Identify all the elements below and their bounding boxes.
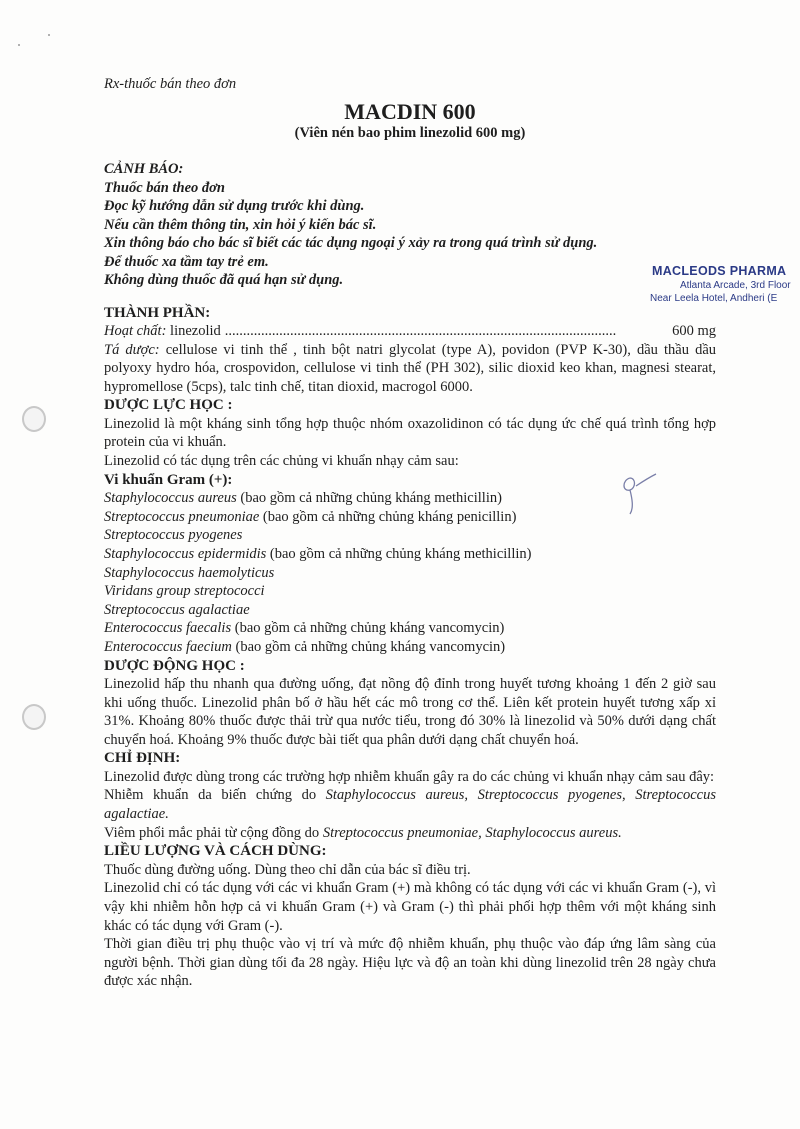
- active-name: linezolid: [170, 323, 221, 339]
- organism-name: Staphylococcus epidermidis: [104, 545, 267, 562]
- rx-label: Rx-thuốc bán theo đơn: [104, 76, 237, 92]
- product-title: MACDIN 600: [344, 99, 476, 124]
- composition-heading: THÀNH PHẦN:: [104, 304, 211, 321]
- scan-speck: [18, 44, 20, 46]
- warning-line: Đọc kỹ hướng dẫn sử dụng trước khi dùng.: [104, 198, 365, 214]
- organism-name: Staphylococcus haemolyticus: [104, 564, 275, 581]
- excipients-label: Tá dược:: [104, 341, 160, 358]
- organism-name: Streptococcus pyogenes,: [468, 787, 626, 804]
- pharmacokinetics-heading: DƯỢC ĐỘNG HỌC :: [104, 657, 245, 674]
- excipients-list: cellulose vi tinh thể , tinh bột natri glycolat (type A), povidon (PVP K-30), dầu thầu dầu polyoxy hydro hóa, crospovidon, cellulose vi tinh thể (PH 302), silic dioxid keo khan, magnesi stearat, hypromellose (5cps), talc tinh chế, titan dioxid, macrogol 6000.: [104, 341, 716, 395]
- pharmacodynamics-heading: DƯỢC LỰC HỌC :: [104, 397, 233, 414]
- organism-item: [104, 526, 716, 545]
- organism-item: [104, 582, 716, 601]
- indications-section: [104, 749, 716, 842]
- warning-section: [104, 160, 716, 290]
- dosage-p3: Thời gian điều trị phụ thuộc vào vị trí và mức độ nhiễm khuẩn, phụ thuộc vào đáp ứng lâm sàng của người bệnh. Thời gian dùng tối đa 28 ngày. Hiệu lực và độ an toàn khi dùng linezolid trên 28 ngày chưa được xác nhận.: [104, 936, 716, 990]
- organism-item: [104, 564, 716, 583]
- organism-name: Streptococcus pyogenes: [104, 527, 243, 544]
- organism-list: [104, 489, 716, 656]
- organism-name: Viridans group streptococci: [104, 583, 265, 600]
- organism-item: [104, 508, 716, 527]
- pharmacodynamics-section: [104, 396, 716, 656]
- dosage-p2: Linezolid chỉ có tác dụng với các vi khuẩn Gram (+) mà không có tác dụng với các vi khuẩn Gram (-), vì vậy khi nhiễm hỗn hợp cả vi khuẩn Gram (+) và Gram (-) thì phải phối hợp thêm với một kháng sinh khác có tác dụng với Gram (-).: [104, 880, 716, 934]
- organism-name: Staphylococcus aureus,: [325, 787, 469, 804]
- pharmacokinetics-section: [104, 657, 716, 750]
- warning-line: Nếu cần thêm thông tin, xin hỏi ý kiến bác sĩ.: [104, 216, 377, 233]
- organism-note: (bao gồm cả những chủng kháng vancomycin): [231, 620, 505, 637]
- warning-heading: CẢNH BÁO:: [104, 161, 184, 177]
- warning-line: Để thuốc xa tầm tay trẻ em.: [104, 253, 269, 270]
- pharmacokinetics-text: Linezolid hấp thu nhanh qua đường uống, đạt nồng độ đỉnh trong huyết tương khoảng 1 đến 2 giờ sau khi uống thuốc. Linezolid phân bố ở hầu hết các mô trong cơ thể. Liên kết protein huyết tương xấp xỉ 31%. Khoảng 80% thuốc được thải trừ qua nước tiểu, trong đó 30% là linezolid và 50% dưới dạng chất chuyển hoá. Khoảng 9% thuốc được bài tiết qua phân dưới dạng chất chuyển hoá.: [104, 676, 716, 748]
- stamp-company: MACLEODS PHARMA: [652, 264, 787, 278]
- punch-hole-bottom: [22, 704, 46, 730]
- scan-speck: [48, 34, 50, 36]
- organism-name: Streptococcus pneumoniae: [104, 508, 260, 525]
- organism-note: (bao gồm cả những chủng kháng methicillin): [236, 490, 502, 507]
- organism-name: Enterococcus faecalis: [104, 620, 232, 637]
- indications-p3-prefix: Viêm phổi mắc phải từ cộng đồng do: [104, 824, 323, 841]
- indications-p2-prefix: Nhiễm khuẩn da biến chứng do: [104, 787, 326, 804]
- active-label: Hoạt chất:: [104, 323, 167, 339]
- organism-item: [104, 619, 716, 638]
- active-ingredient-row: [104, 322, 716, 341]
- organism-item: [104, 638, 716, 657]
- organism-note: (bao gồm cả những chủng kháng methicillin): [266, 545, 532, 562]
- warning-line: Thuốc bán theo đơn: [104, 179, 225, 196]
- product-subtitle: (Viên nén bao phim linezolid 600 mg): [294, 125, 526, 141]
- dosage-heading: LIỀU LƯỢNG VÀ CÁCH DÙNG:: [104, 843, 327, 860]
- organism-name: Streptococcus agalactiae: [104, 601, 250, 618]
- organism-name: Staphylococcus aureus: [104, 490, 237, 507]
- indications-heading: CHỈ ĐỊNH:: [104, 750, 181, 767]
- composition-section: [104, 304, 716, 397]
- organism-item: [104, 545, 716, 564]
- warning-line: Xin thông báo cho bác sĩ biết các tác dụng ngoại ý xảy ra trong quá trình sử dụng.: [104, 235, 598, 251]
- organism-name: Streptococcus pneumoniae, Staphylococcus aureus.: [322, 824, 622, 841]
- pharmacodynamics-p2: Linezolid có tác dụng trên các chủng vi khuẩn nhạy cảm sau:: [104, 453, 459, 470]
- document-body: [104, 76, 716, 991]
- organism-note: (bao gồm cả những chủng kháng vancomycin): [231, 638, 506, 655]
- leader-dots: ............................................................................................................: [224, 323, 617, 339]
- organism-name: Streptococcus agalactiae.: [104, 787, 716, 823]
- organism-name: Enterococcus faecium: [104, 638, 232, 655]
- stamp-line-2: Near Leela Hotel, Andheri (E: [650, 293, 778, 304]
- dosage-section: [104, 842, 716, 991]
- indications-p2: [104, 786, 716, 823]
- indications-p1: Linezolid được dùng trong các trường hợp nhiễm khuẩn gây ra do các chủng vi khuẩn nhạy cảm sau đây:: [104, 768, 715, 785]
- dosage-p1: Thuốc dùng đường uống. Dùng theo chỉ dẫn của bác sĩ điều trị.: [104, 861, 471, 878]
- organism-note: (bao gồm cả những chủng kháng penicillin): [259, 508, 517, 525]
- pharmacodynamics-p1: Linezolid là một kháng sinh tổng hợp thuộc nhóm oxazolidinon có tác dụng ức chế quá trình tổng hợp protein của vi khuẩn.: [104, 415, 716, 451]
- warning-line: Không dùng thuốc đã quá hạn sử dụng.: [104, 272, 344, 288]
- organism-item: [104, 489, 716, 508]
- gram-positive-heading: Vi khuẩn Gram (+):: [104, 471, 233, 488]
- excipients-text: [104, 341, 716, 397]
- organism-item: [104, 601, 716, 620]
- active-value: 600 mg: [672, 323, 716, 339]
- stamp-line-1: Atlanta Arcade, 3rd Floor: [680, 280, 791, 291]
- punch-hole-top: [22, 406, 46, 432]
- indications-p3: [104, 824, 716, 843]
